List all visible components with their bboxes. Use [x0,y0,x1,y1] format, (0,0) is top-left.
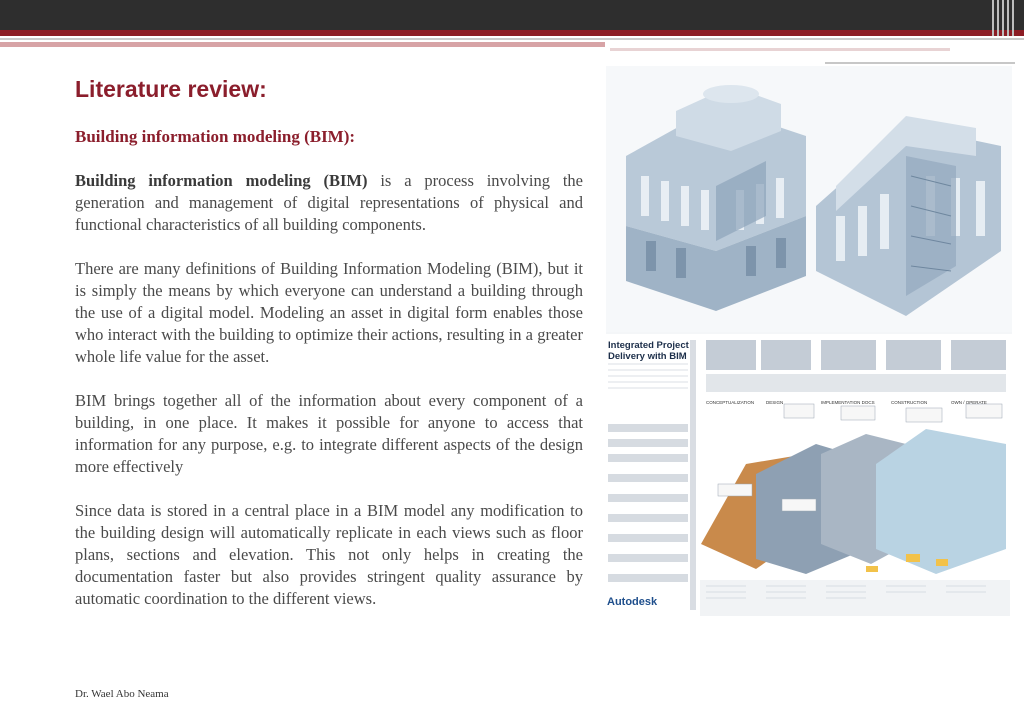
accent-band-left [0,42,605,47]
paragraph-definitions: There are many definitions of Building Information Modeling (BIM), but it is simply the means by which everyone can understand a building through the use of a digital model. Modeling an asset in digital form enables those who interact with the building to optimize their actions, resulting in a greater whole life value for the asset. [75,259,583,366]
slide-title: Literature review: [75,76,267,102]
accent-line-right [825,62,1015,64]
header-divider [0,38,1024,40]
bim-illustration [606,66,1012,620]
header-accent-red [0,30,1024,36]
phase-design: DESIGN [766,400,784,405]
accent-band-right [610,48,950,51]
paragraph-definition [75,170,583,236]
ipd-title: Integrated Project Delivery with BIM [608,340,689,362]
paragraph-definition-text: is a process involving the generation and management of digital representations of physical and functional characteristics of all building components. [75,171,583,234]
phase-implementation: IMPLEMENTATION DOCS [821,400,875,405]
paragraph-central-data: Since data is stored in a central place in a BIM model any modification to the building design will automatically replicate in each views such as floor plans, sections and elevation. This not only helps in creating the documentation faster but also provides stringent quality assurance by automatic coordination to the different views. [75,501,583,608]
paragraph-integration: BIM brings together all of the information about every component of a building, in one place. It makes it possible for anyone to access that information for any purpose, e.g. to integrate different aspects of the design more effectively [75,391,583,476]
autodesk-logo: Autodesk [607,596,658,608]
ipd-diagram [606,334,1012,620]
footer-author: Dr. Wael Abo Neama [75,688,169,700]
header-bar [0,0,1024,30]
body-text [75,170,583,632]
phase-construction: CONSTRUCTION [891,400,928,405]
bim-term: Building information modeling (BIM) [75,171,368,190]
phase-own-operate: OWN / OPERATE [951,400,987,405]
decorative-stripes [992,0,1018,36]
phase-conceptualization: CONCEPTUALIZATION [706,400,755,405]
ipd-infographic [606,334,1012,620]
bim-building-render [606,66,1012,332]
slide-subtitle: Building information modeling (BIM): [75,127,356,146]
